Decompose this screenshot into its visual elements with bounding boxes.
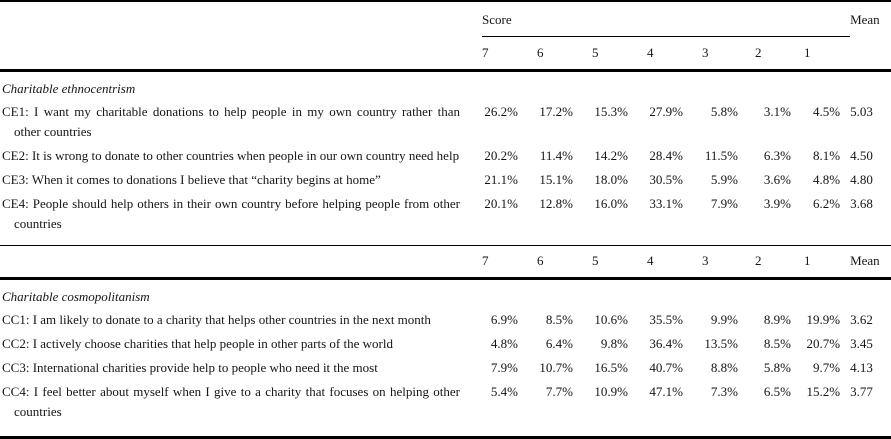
mean-cell: 3.68 [850, 196, 873, 211]
mean-header: Mean [850, 246, 891, 279]
score-cell: 5.8% [763, 360, 791, 375]
score-cell: 7.3% [710, 384, 738, 399]
score-cell: 26.2% [484, 104, 518, 119]
section-row [0, 71, 891, 102]
score-cell: 6.4% [545, 336, 573, 351]
score-cell: 6.5% [763, 384, 791, 399]
score-cell: 20.7% [806, 336, 841, 351]
score-cell: 6.9% [490, 312, 518, 327]
score-cell: 5.9% [710, 172, 738, 187]
score-column-header-4: 4 [647, 246, 702, 279]
score-column-header-7: 7 [482, 37, 537, 71]
score-cell: 5.8% [710, 104, 738, 119]
score-cell: 10.7% [539, 360, 573, 375]
score-cell: 5.4% [490, 384, 518, 399]
score-column-header-6: 6 [537, 246, 592, 279]
score-cell: 17.2% [539, 104, 573, 119]
score-cell: 7.9% [710, 196, 738, 211]
score-cell: 33.1% [649, 196, 683, 211]
item-statement: CE3: When it comes to donations I believe that “charity begins at home” [2, 172, 381, 187]
item-statement: CE1: I want my charitable donations to help people in my own country rather than other countries [2, 104, 460, 139]
score-cell: 7.9% [490, 360, 518, 375]
header-spacer [0, 246, 482, 279]
score-cell: 6.2% [812, 196, 841, 211]
mean-header-spacer [850, 37, 891, 71]
score-cell: 3.9% [763, 196, 791, 211]
score-column-header-5: 5 [592, 246, 647, 279]
score-column-header-7: 7 [482, 246, 537, 279]
score-cell: 6.3% [763, 148, 791, 163]
score-column-header-3: 3 [702, 37, 755, 71]
mean-cell: 3.62 [850, 312, 873, 327]
mean-cell: 4.13 [850, 360, 873, 375]
score-cell: 4.5% [812, 104, 841, 119]
score-cell: 40.7% [649, 360, 683, 375]
table-row [0, 333, 891, 357]
score-cell: 16.5% [594, 360, 628, 375]
score-cell: 15.1% [539, 172, 573, 187]
score-cell: 28.4% [649, 148, 683, 163]
score-cell: 3.6% [763, 172, 791, 187]
score-cell: 11.4% [539, 148, 573, 163]
score-cell: 11.5% [704, 148, 738, 163]
score-cell: 8.8% [710, 360, 738, 375]
score-cell: 21.1% [484, 172, 518, 187]
mean-cell: 4.80 [850, 172, 873, 187]
score-cell: 4.8% [490, 336, 518, 351]
item-statement: CE2: It is wrong to donate to other countries when people in our own country need help [2, 148, 460, 163]
header-row-digits [0, 37, 891, 71]
table-row [0, 193, 891, 246]
score-column-header-2: 2 [755, 246, 804, 279]
score-column-header-3: 3 [702, 246, 755, 279]
score-cell: 10.9% [594, 384, 628, 399]
score-cell: 9.7% [812, 360, 841, 375]
score-cell: 3.1% [763, 104, 791, 119]
mean-cell: 3.77 [850, 384, 873, 399]
score-cell: 16.0% [594, 196, 628, 211]
section-row [0, 279, 891, 310]
score-cell: 27.9% [649, 104, 683, 119]
header-row-mid [0, 246, 891, 279]
score-cell: 8.1% [812, 148, 841, 163]
mean-cell: 3.45 [850, 336, 873, 351]
score-column-header-6: 6 [537, 37, 592, 71]
header-row-score [0, 1, 891, 37]
section-title-ethnocentrism: Charitable ethnocentrism [2, 81, 136, 96]
score-cell: 14.2% [594, 148, 628, 163]
table-row [0, 309, 891, 333]
score-column-header-5: 5 [592, 37, 647, 71]
table-row [0, 357, 891, 381]
score-cell: 30.5% [649, 172, 683, 187]
score-cell: 13.5% [704, 336, 738, 351]
score-column-header-1: 1 [804, 246, 850, 279]
table-row [0, 169, 891, 193]
table-row [0, 101, 891, 145]
score-cell: 19.9% [806, 312, 841, 327]
header-spacer [0, 1, 482, 37]
score-cell: 4.8% [812, 172, 841, 187]
section-title-cosmopolitanism: Charitable cosmopolitanism [2, 289, 150, 304]
score-cell: 35.5% [649, 312, 683, 327]
score-cell: 47.1% [649, 384, 683, 399]
table-row [0, 381, 891, 438]
item-statement: CC4: I feel better about myself when I give to a charity that focuses on helping other countries [2, 384, 460, 419]
score-cell: 15.3% [594, 104, 628, 119]
mean-cell: 4.50 [850, 148, 873, 163]
score-cell: 15.2% [806, 384, 841, 399]
item-statement: CC1: I am likely to donate to a charity that helps other countries in the next month [2, 312, 431, 327]
score-cell: 8.9% [763, 312, 791, 327]
header-spacer [0, 37, 482, 71]
item-statement: CE4: People should help others in their own country before helping people from other countries [2, 196, 460, 231]
score-column-header-4: 4 [647, 37, 702, 71]
mean-header: Mean [850, 12, 880, 27]
score-cell: 9.9% [710, 312, 738, 327]
score-cell: 36.4% [649, 336, 683, 351]
table-row [0, 145, 891, 169]
score-cell: 20.2% [484, 148, 518, 163]
score-cell: 18.0% [594, 172, 628, 187]
score-cell: 12.8% [539, 196, 573, 211]
score-cell: 8.5% [545, 312, 573, 327]
mean-cell: 5.03 [850, 104, 873, 119]
score-group-header: Score [482, 1, 850, 37]
score-cell: 8.5% [763, 336, 791, 351]
score-column-header-1: 1 [804, 37, 850, 71]
item-statement: CC2: I actively choose charities that help people in other parts of the world [2, 336, 393, 351]
score-cell: 10.6% [594, 312, 628, 327]
item-statement: CC3: International charities provide help to people who need it the most [2, 360, 378, 375]
score-cell: 9.8% [600, 336, 628, 351]
score-cell: 7.7% [545, 384, 573, 399]
score-cell: 20.1% [484, 196, 518, 211]
score-column-header-2: 2 [755, 37, 804, 71]
